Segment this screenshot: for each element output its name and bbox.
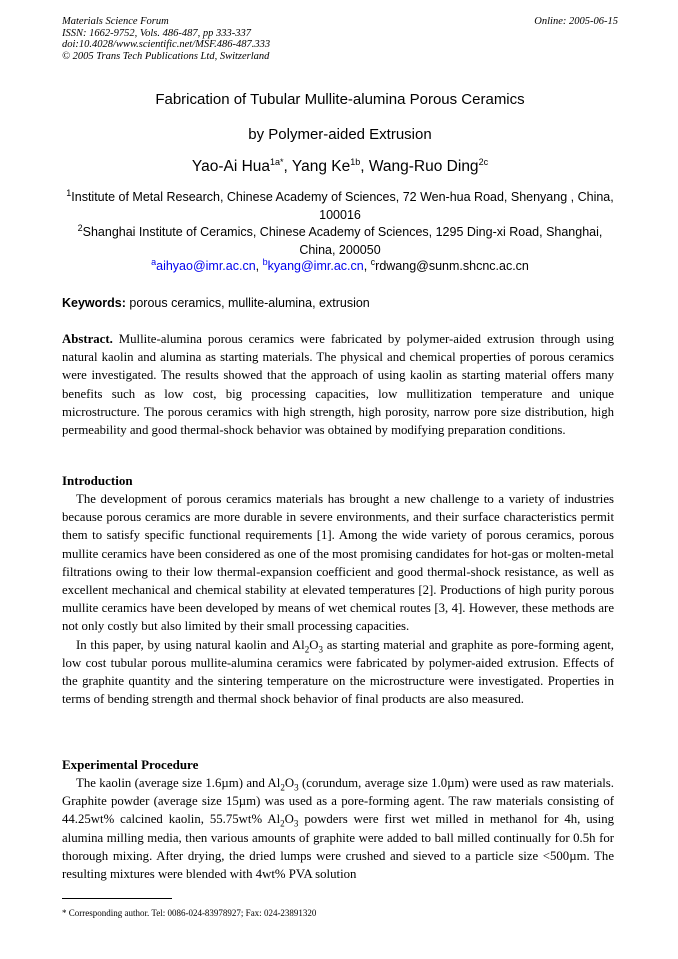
intro-p2-text: In this paper, by using natural kaolin and Al xyxy=(76,637,305,652)
author-name: Yang Ke xyxy=(291,158,351,175)
affiliation-sup: 1 xyxy=(66,187,72,198)
subscript: 3 xyxy=(294,782,299,793)
affiliation-1 xyxy=(62,188,618,224)
exp-text: O xyxy=(284,776,295,790)
email-sup: b xyxy=(262,256,268,267)
exp-text: The kaolin (average size 1.6µm) and Al xyxy=(76,776,281,790)
online-date: Online: 2005-06-15 xyxy=(534,16,618,27)
author-sep: , xyxy=(360,158,369,175)
email-sep: , xyxy=(363,259,371,273)
email-text: rdwang@sunm.shcnc.ac.cn xyxy=(375,259,529,273)
abstract-label: Abstract. xyxy=(62,332,113,346)
introduction-body xyxy=(62,490,614,708)
keywords-label: Keywords: xyxy=(62,296,126,310)
exp-text: O xyxy=(284,812,294,827)
intro-p2-text: O xyxy=(309,637,319,652)
copyright-line: © 2005 Trans Tech Publications Ltd, Switzerland xyxy=(62,50,270,62)
experimental-paragraph xyxy=(62,774,614,883)
exp-text: powders were first wet milled in methanol for 4h, using alumina milling media, then various amounts of graphite were added to ball milled continually for 0.5h for thorough mixing. After drying, the dried lumps were crushed and sieved to a particle size <500µm. The resulting mixtures were blended with 4wt% PVA solution xyxy=(62,812,614,882)
subscript: 3 xyxy=(293,818,299,829)
author-name: Wang-Ruo Ding xyxy=(368,158,479,175)
intro-p2-text: as starting material and graphite as pore-forming agent, low cost tubular porous mullite-alumina ceramics were fabricated by polymer-aided extrusion. Effects of the graphite quantity and the sintering temperature on the microstructure were investigated. Properties in terms of bending strength and thermal shock behavior of final products are also measured. xyxy=(62,637,614,707)
email-link[interactable]: aihyao@imr.ac.cn xyxy=(156,259,256,273)
keywords xyxy=(62,296,618,310)
subscript: 2 xyxy=(280,782,285,793)
doi-line: doi:10.4028/www.scientific.net/MSF.486-487.333 xyxy=(62,39,271,50)
journal-name: Materials Science Forum xyxy=(62,16,169,27)
author-list xyxy=(62,158,618,176)
author-sup: 2c xyxy=(478,156,489,167)
footnote: * Corresponding author. Tel: 0086-024-83978927; Fax: 024-23891320 xyxy=(62,908,317,918)
email-sup: a xyxy=(151,256,157,267)
keywords-text: porous ceramics, mullite-alumina, extrusion xyxy=(125,296,370,310)
experimental-body xyxy=(62,774,614,883)
author-sup: 1b xyxy=(350,156,361,167)
issn-line: ISSN: 1662-9752, Vols. 486-487, pp 333-337 xyxy=(62,27,251,39)
author-name: Yao-Ai Hua xyxy=(191,158,271,175)
journal-header xyxy=(62,16,618,62)
footnote-divider xyxy=(62,898,172,899)
intro-paragraph-1: The development of porous ceramics materials has brought a new challenge to a variety of industries because porous ceramics are more durable in severe environments, and their surface characteristics permit them to satisfy specific functional requirements [1]. Among the wide variety of porous ceramics, porous mullite ceramics have been considered as one of the most promising candidates for hot-gas or molten-metal filtrations owing to their low thermal-expansion coefficient and good thermal-shock resistance, as well as excellent mechanical and chemical stability at elevated temperatures [2]. Productions of high purity porous mullite ceramics have been developed by means of wet chemical routes [3, 4]. However, these methods are not only costly but also limited by their small processing capacities. xyxy=(62,492,614,634)
author-sep: , xyxy=(283,158,292,175)
affiliation-2 xyxy=(62,223,618,259)
author-sup: 1a* xyxy=(270,156,284,167)
affiliation-text: Institute of Metal Research, Chinese Academy of Sciences, 72 Wen-hua Road, Shenyang , China, 100016 xyxy=(71,190,614,222)
email-sup: c xyxy=(370,256,376,267)
subscript: 3 xyxy=(318,644,323,655)
paper-title-line-2: by Polymer-aided Extrusion xyxy=(248,126,432,143)
section-heading-experimental: Experimental Procedure xyxy=(62,757,199,772)
email-list xyxy=(62,256,618,273)
intro-paragraph-2 xyxy=(62,636,614,709)
abstract xyxy=(62,330,614,439)
subscript: 2 xyxy=(280,818,285,829)
affiliation-sup: 2 xyxy=(77,222,83,233)
exp-text: (corundum, average size 1.0µm) were used as raw materials. Graphite powder (average size 15µm) was used as a pore-forming agent. The raw materials consisting of 44.25wt% calcined kaolin, 55.75wt% Al xyxy=(62,776,614,827)
paper-title-line-1: Fabrication of Tubular Mullite-alumina Porous Ceramics xyxy=(155,91,525,108)
subscript: 2 xyxy=(304,644,310,655)
section-heading-introduction: Introduction xyxy=(62,473,133,488)
email-link[interactable]: kyang@imr.ac.cn xyxy=(267,259,364,273)
affiliation-text: Shanghai Institute of Ceramics, Chinese Academy of Sciences, 1295 Ding-xi Road, Shanghai, China, 200050 xyxy=(82,225,603,257)
abstract-text: Mullite-alumina porous ceramics were fabricated by polymer-aided extrusion through using natural kaolin and alumina as starting materials. The physical and chemical properties of porous ceramics were investigated. The results showed that the approach of using kaolin as starting material offers many benefits such as low cost, big processing capacities, low mullitization temperature and unique microstructure. The porous ceramics with high strength, high porosity, narrow pore size distribution, high permeability and good thermal-shock behavior was obtained by modifying preparation conditions. xyxy=(62,332,614,438)
email-sep: , xyxy=(255,259,263,273)
